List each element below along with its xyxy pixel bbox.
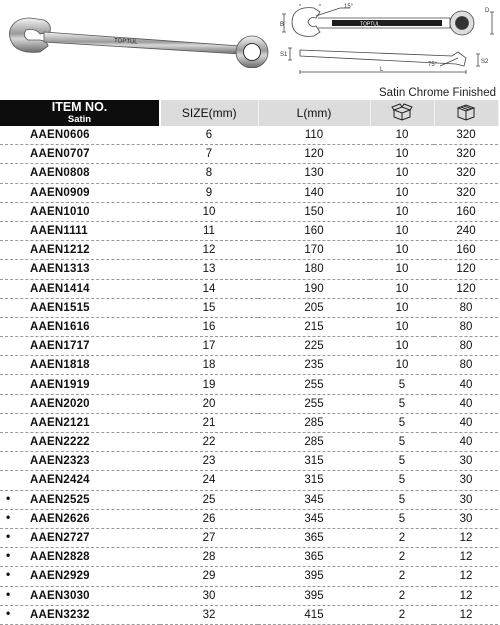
- item-code: AAEN2222: [30, 436, 90, 449]
- new-item-bullet: •: [6, 548, 11, 563]
- outer-qty-cell: 320: [434, 164, 498, 183]
- item-code: AAEN2121: [30, 416, 90, 429]
- outer-qty-cell: 12: [434, 586, 498, 605]
- item-code-cell: [0, 394, 160, 413]
- inner-qty-cell: 10: [370, 221, 434, 240]
- table-row: [0, 279, 498, 298]
- table-row: [0, 394, 498, 413]
- length-header: L(mm): [258, 100, 370, 126]
- size-cell: 17: [160, 337, 258, 356]
- outer-qty-cell: 80: [434, 356, 498, 375]
- item-sub-label: Satin: [67, 114, 92, 125]
- finish-label: Satin Chrome Finished: [379, 87, 496, 99]
- size-cell: 10: [160, 202, 258, 221]
- outer-qty-cell: 80: [434, 298, 498, 317]
- new-item-bullet: •: [6, 509, 11, 524]
- length-cell: 345: [258, 490, 370, 509]
- item-code: AAEN1515: [30, 301, 90, 314]
- item-code-cell: [0, 337, 160, 356]
- new-item-bullet: •: [6, 605, 11, 620]
- outer-qty-cell: 40: [434, 413, 498, 432]
- outer-qty-cell: 160: [434, 241, 498, 260]
- inner-qty-cell: 10: [370, 356, 434, 375]
- item-code-cell: [0, 375, 160, 394]
- item-code: AAEN1919: [30, 378, 90, 391]
- inner-qty-cell: 5: [370, 394, 434, 413]
- length-cell: 225: [258, 337, 370, 356]
- size-cell: 21: [160, 413, 258, 432]
- length-cell: 110: [258, 126, 370, 145]
- table-row: [0, 490, 498, 509]
- item-code: AAEN3030: [30, 589, 90, 602]
- inner-qty-cell: 10: [370, 202, 434, 221]
- length-cell: 285: [258, 413, 370, 432]
- item-code-cell: [0, 452, 160, 471]
- brand-mark: TOPTUL: [113, 38, 138, 46]
- item-code: AAEN2626: [30, 512, 90, 525]
- table-row: [0, 183, 498, 202]
- item-code: AAEN1010: [30, 205, 90, 218]
- length-cell: 365: [258, 528, 370, 547]
- inner-qty-cell: 10: [370, 241, 434, 260]
- item-code: AAEN1717: [30, 340, 90, 353]
- size-header: SIZE(mm): [160, 100, 258, 126]
- table-row: [0, 413, 498, 432]
- table-row: [0, 433, 498, 452]
- outer-qty-cell: 120: [434, 279, 498, 298]
- length-cell: 255: [258, 375, 370, 394]
- outer-qty-cell: 320: [434, 183, 498, 202]
- length-cell: 315: [258, 471, 370, 490]
- length-cell: 215: [258, 317, 370, 336]
- outer-qty-cell: 12: [434, 548, 498, 567]
- item-code-cell: [0, 317, 160, 336]
- inner-qty-cell: 2: [370, 567, 434, 586]
- item-code-cell: [0, 567, 160, 586]
- item-code-cell: [0, 202, 160, 221]
- size-cell: 22: [160, 433, 258, 452]
- inner-qty-cell: 10: [370, 279, 434, 298]
- size-cell: 30: [160, 586, 258, 605]
- size-cell: 24: [160, 471, 258, 490]
- new-item-bullet: •: [6, 528, 11, 543]
- item-code-cell: [0, 509, 160, 528]
- item-code-cell: [0, 413, 160, 432]
- new-item-bullet: •: [6, 586, 11, 601]
- table-row: [0, 337, 498, 356]
- item-code: AAEN1111: [30, 225, 88, 238]
- outer-qty-cell: 320: [434, 126, 498, 145]
- dim-b: B: [280, 22, 285, 28]
- item-code: AAEN0707: [30, 148, 90, 161]
- size-cell: 11: [160, 221, 258, 240]
- table-row: [0, 586, 498, 605]
- size-cell: 12: [160, 241, 258, 260]
- length-cell: 190: [258, 279, 370, 298]
- item-code: AAEN3232: [30, 608, 90, 621]
- dimension-drawing: [280, 2, 498, 74]
- length-cell: 160: [258, 221, 370, 240]
- table-row: [0, 221, 498, 240]
- size-cell: 13: [160, 260, 258, 279]
- item-code-cell: [0, 605, 160, 624]
- dim-length: L: [380, 67, 384, 73]
- table-row: [0, 260, 498, 279]
- table-row: [0, 317, 498, 336]
- table-row: [0, 145, 498, 164]
- length-cell: 415: [258, 605, 370, 624]
- size-cell: 16: [160, 317, 258, 336]
- item-code-cell: [0, 471, 160, 490]
- inner-qty-cell: 10: [370, 164, 434, 183]
- size-cell: 26: [160, 509, 258, 528]
- item-code: AAEN1414: [30, 282, 90, 295]
- item-code: AAEN2020: [30, 397, 90, 410]
- length-cell: 205: [258, 298, 370, 317]
- inner-qty-cell: 10: [370, 145, 434, 164]
- outer-qty-cell: 30: [434, 509, 498, 528]
- item-code-cell: [0, 548, 160, 567]
- dim-angle-15: 15°: [344, 4, 354, 10]
- item-code: AAEN2828: [30, 551, 90, 564]
- item-code-cell: [0, 221, 160, 240]
- item-code: AAEN1313: [30, 263, 90, 276]
- size-cell: 27: [160, 528, 258, 547]
- item-code-cell: [0, 490, 160, 509]
- size-cell: 29: [160, 567, 258, 586]
- inner-qty-cell: 5: [370, 375, 434, 394]
- size-cell: 19: [160, 375, 258, 394]
- length-cell: 150: [258, 202, 370, 221]
- inner-qty-cell: 10: [370, 183, 434, 202]
- size-cell: 8: [160, 164, 258, 183]
- item-code: AAEN2929: [30, 570, 90, 583]
- table-row: [0, 202, 498, 221]
- outer-qty-cell: 240: [434, 221, 498, 240]
- item-code-cell: [0, 279, 160, 298]
- inner-box-header: [370, 100, 434, 126]
- length-cell: 395: [258, 567, 370, 586]
- item-code: AAEN0808: [30, 167, 90, 180]
- wrench-photo: [4, 8, 274, 68]
- inner-qty-cell: 10: [370, 260, 434, 279]
- inner-qty-cell: 10: [370, 337, 434, 356]
- inner-qty-cell: 10: [370, 126, 434, 145]
- table-row: [0, 241, 498, 260]
- product-header: [0, 0, 500, 86]
- size-cell: 20: [160, 394, 258, 413]
- length-cell: 170: [258, 241, 370, 260]
- length-cell: 180: [258, 260, 370, 279]
- length-cell: 395: [258, 586, 370, 605]
- item-code-cell: [0, 528, 160, 547]
- table-row: [0, 452, 498, 471]
- item-code-cell: [0, 145, 160, 164]
- item-code-cell: [0, 356, 160, 375]
- box-icon: [391, 103, 413, 121]
- outer-qty-cell: 12: [434, 528, 498, 547]
- dim-s2: S2: [481, 59, 489, 65]
- dim-angle-75: 75°: [428, 62, 438, 68]
- length-cell: 140: [258, 183, 370, 202]
- size-cell: 23: [160, 452, 258, 471]
- item-code-cell: [0, 241, 160, 260]
- item-no-label: ITEM NO.: [51, 100, 108, 114]
- item-code: AAEN0909: [30, 186, 90, 199]
- length-cell: 285: [258, 433, 370, 452]
- table-row: [0, 548, 498, 567]
- size-cell: 9: [160, 183, 258, 202]
- size-cell: 7: [160, 145, 258, 164]
- item-code: AAEN2424: [30, 474, 90, 487]
- length-cell: 365: [258, 548, 370, 567]
- table-row: [0, 164, 498, 183]
- item-code-cell: [0, 126, 160, 145]
- size-cell: 14: [160, 279, 258, 298]
- table-row: [0, 605, 498, 624]
- inner-qty-cell: 5: [370, 509, 434, 528]
- size-cell: 32: [160, 605, 258, 624]
- inner-qty-cell: 2: [370, 605, 434, 624]
- length-cell: 345: [258, 509, 370, 528]
- outer-qty-cell: 30: [434, 471, 498, 490]
- outer-qty-cell: 160: [434, 202, 498, 221]
- inner-qty-cell: 10: [370, 317, 434, 336]
- item-code: AAEN1616: [30, 320, 90, 333]
- item-code-cell: [0, 433, 160, 452]
- item-no-header: [0, 100, 160, 126]
- item-code-cell: [0, 183, 160, 202]
- item-code: AAEN2525: [30, 493, 90, 506]
- size-cell: 18: [160, 356, 258, 375]
- inner-qty-cell: 2: [370, 548, 434, 567]
- dim-s1: S1: [280, 52, 288, 58]
- inner-qty-cell: 10: [370, 298, 434, 317]
- item-code-cell: [0, 164, 160, 183]
- outer-qty-cell: 80: [434, 317, 498, 336]
- table-row: [0, 509, 498, 528]
- item-code: AAEN2323: [30, 455, 90, 468]
- outer-qty-cell: 30: [434, 452, 498, 471]
- size-cell: 15: [160, 298, 258, 317]
- outer-qty-cell: 30: [434, 490, 498, 509]
- outer-qty-cell: 320: [434, 145, 498, 164]
- item-code-cell: [0, 260, 160, 279]
- item-code-cell: [0, 298, 160, 317]
- drawing-brand-mark: TOPTUL: [360, 21, 380, 28]
- table-header-row: [0, 100, 498, 126]
- item-code: AAEN1212: [30, 244, 90, 257]
- inner-qty-cell: 5: [370, 452, 434, 471]
- inner-qty-cell: 5: [370, 471, 434, 490]
- size-cell: 25: [160, 490, 258, 509]
- outer-qty-cell: 12: [434, 605, 498, 624]
- inner-qty-cell: 5: [370, 413, 434, 432]
- new-item-bullet: •: [6, 567, 11, 582]
- item-code-cell: [0, 586, 160, 605]
- new-item-bullet: •: [6, 490, 11, 505]
- outer-qty-cell: 12: [434, 567, 498, 586]
- dim-d: D: [485, 8, 490, 14]
- table-row: [0, 126, 498, 145]
- table-row: [0, 356, 498, 375]
- length-cell: 130: [258, 164, 370, 183]
- item-code: AAEN0606: [30, 129, 90, 142]
- inner-qty-cell: 5: [370, 490, 434, 509]
- size-cell: 6: [160, 126, 258, 145]
- table-row: [0, 471, 498, 490]
- outer-carton-header: [434, 100, 498, 126]
- table-row: [0, 375, 498, 394]
- outer-qty-cell: 40: [434, 394, 498, 413]
- inner-qty-cell: 2: [370, 586, 434, 605]
- size-cell: 28: [160, 548, 258, 567]
- length-cell: 315: [258, 452, 370, 471]
- length-cell: 255: [258, 394, 370, 413]
- inner-qty-cell: 5: [370, 433, 434, 452]
- item-code: AAEN2727: [30, 532, 90, 545]
- item-code: AAEN1818: [30, 359, 90, 372]
- inner-qty-cell: 2: [370, 528, 434, 547]
- table-row: [0, 298, 498, 317]
- table-row: [0, 567, 498, 586]
- length-cell: 235: [258, 356, 370, 375]
- carton-icon: [455, 103, 477, 121]
- table-row: [0, 528, 498, 547]
- outer-qty-cell: 80: [434, 337, 498, 356]
- outer-qty-cell: 40: [434, 433, 498, 452]
- length-cell: 120: [258, 145, 370, 164]
- spec-table: [0, 100, 499, 625]
- outer-qty-cell: 120: [434, 260, 498, 279]
- outer-qty-cell: 40: [434, 375, 498, 394]
